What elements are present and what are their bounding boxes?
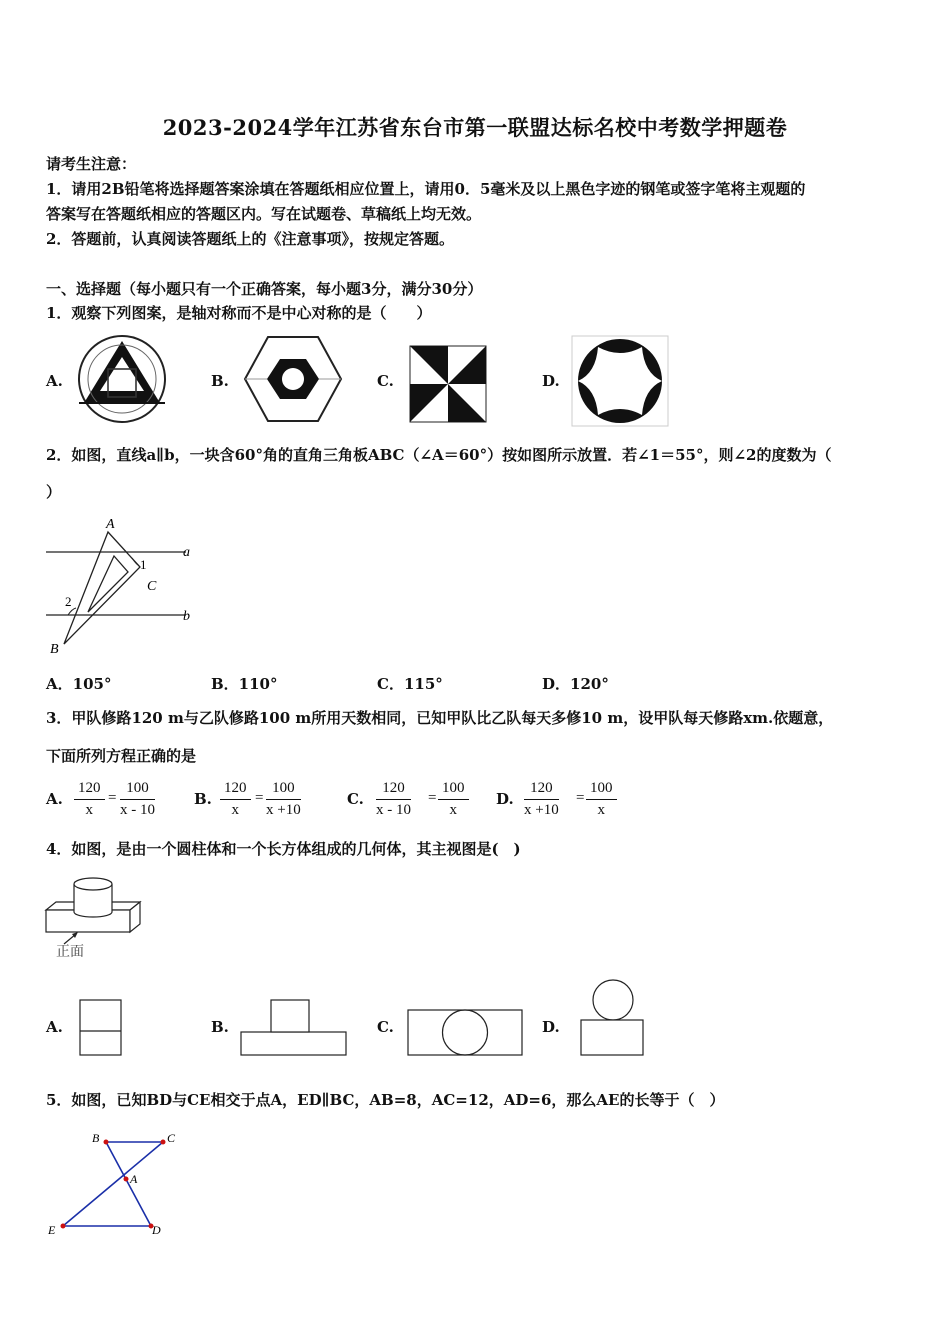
notice-item-1-line-1: 1．请用2B铅笔将选择题答案涂填在答题纸相应位置上，请用0．5毫米及以上黑色字迹的钢笔或签字笔将主观题的 (46, 180, 806, 198)
q5-point-b (104, 1140, 109, 1145)
q2-triangle-inner (88, 556, 128, 612)
q3-option-c-right-den: x (449, 802, 457, 818)
q3-option-d-right-fraction (586, 780, 617, 819)
q2-label-B: B (50, 642, 59, 657)
q3-option-b-left-den: x (231, 802, 239, 818)
q2-option-a: A．105° (46, 675, 112, 693)
page-title: 2023-2024学年江苏省东台市第一联盟达标名校中考数学押题卷 (162, 115, 788, 140)
q3-stem-line-2: 下面所列方程正确的是 (46, 747, 197, 765)
q3-option-a-label: A. (46, 790, 63, 808)
q2-triangle-outer (64, 532, 140, 644)
q5-point-c (161, 1140, 166, 1145)
q3-option-b-right-den: x +10 (266, 802, 301, 818)
q3-option-b-left-fraction (220, 780, 251, 819)
q4-option-a-label: A. (46, 1018, 63, 1036)
q3-option-c-right-fraction (438, 780, 469, 819)
q5-label-B: B (92, 1131, 100, 1145)
q3-option-d-right-den: x (597, 802, 605, 818)
q3-option-d-eq: = (576, 790, 585, 806)
q2-label-1: 1 (140, 557, 147, 572)
q1-figure-d (571, 335, 669, 427)
notice-heading: 请考生注意： (46, 155, 137, 173)
q1-option-d-label: D. (542, 372, 560, 390)
q4-option-c-figure (407, 1009, 524, 1057)
q3-option-a-right-fraction (120, 780, 155, 819)
q5-label-E: E (48, 1223, 56, 1237)
q5-label-D: D (152, 1223, 161, 1237)
q3-option-c-label: C. (347, 790, 364, 808)
q3-option-a-left-fraction (74, 780, 105, 819)
q5-label-C: C (167, 1131, 176, 1145)
q2-label-2: 2 (65, 594, 72, 609)
q3-option-d-left-num: 120 (524, 780, 559, 800)
q3-option-d-left-fraction (524, 780, 559, 819)
q2-stem-line-2: ） (46, 483, 62, 501)
q5-stem: 5．如图，已知BD与CE相交于点A，ED∥BC，AB=8，AC=12，AD=6，那么AE的长等于（ ） (46, 1091, 725, 1109)
q4-option-c-label: C. (377, 1018, 394, 1036)
q4-option-a-figure (79, 999, 123, 1057)
q2-label-b: b (183, 609, 190, 624)
q3-option-c-left-fraction (376, 780, 411, 819)
q2-label-C: C (147, 579, 157, 594)
q3-stem-line-1: 3．甲队修路120 m与乙队修路100 m所用天数相同，已知甲队比乙队每天多修10 m，设甲队每天修路xm.依题意， (46, 709, 834, 727)
q3-option-a-right-den: x - 10 (120, 802, 155, 818)
q4-option-d-label: D. (542, 1018, 560, 1036)
q2-stem-line-1: 2．如图，直线a∥b，一块含60°角的直角三角板ABC（∠A＝60°）按如图所示放置．若∠1＝55°，则∠2的度数为（ (46, 446, 832, 464)
q4-option-b-label: B. (211, 1018, 229, 1036)
q2-label-a: a (183, 545, 190, 560)
q1-figure-c (409, 345, 487, 423)
q4-figure (42, 874, 146, 964)
q3-option-c-left-den: x - 10 (376, 802, 411, 818)
q5-point-a (124, 1177, 129, 1182)
q3-option-b-right-num: 100 (266, 780, 301, 800)
q1-stem: 1．观察下列图案，是轴对称而不是中心对称的是（ ） (46, 304, 432, 322)
q3-option-d-right-num: 100 (586, 780, 617, 800)
q2-option-d: D．120° (542, 675, 609, 693)
section-1-heading: 一、选择题（每小题只有一个正确答案，每小题3分，满分30分） (46, 280, 483, 298)
q3-option-b-label: B. (194, 790, 212, 808)
q3-option-a-left-den: x (85, 802, 93, 818)
q3-option-c-left-num: 120 (376, 780, 411, 800)
q5-figure (40, 1126, 190, 1242)
q3-option-b-left-num: 120 (220, 780, 251, 800)
q1-option-a-label: A. (46, 372, 63, 390)
q1-figure-a (76, 333, 168, 425)
notice-item-2: 2．答题前，认真阅读答题纸上的《注意事项》，按规定答题。 (46, 230, 454, 248)
q1-option-c-label: C. (377, 372, 394, 390)
q4-option-d-figure (579, 979, 645, 1057)
q2-option-c: C．115° (377, 675, 443, 693)
q4-option-b-figure (240, 999, 348, 1057)
q5-label-A: A (130, 1172, 138, 1186)
q3-option-a-eq: = (108, 790, 117, 806)
q2-figure (40, 512, 200, 657)
q3-option-c-eq: = (428, 790, 437, 806)
q3-option-b-eq: = (255, 790, 264, 806)
q4-figure-label: 正面 (56, 945, 84, 960)
q2-label-A: A (106, 517, 115, 532)
q1-figure-b (243, 333, 343, 425)
q3-option-b-right-fraction (266, 780, 301, 819)
q3-option-d-left-den: x +10 (524, 802, 559, 818)
q5-point-e (61, 1224, 66, 1229)
notice-item-1-line-2: 答案写在答题纸相应的答题区内。写在试题卷、草稿纸上均无效。 (46, 205, 482, 223)
q1-option-b-label: B. (211, 372, 229, 390)
q3-option-a-left-num: 120 (74, 780, 105, 800)
q3-option-c-right-num: 100 (438, 780, 469, 800)
q3-option-d-label: D. (496, 790, 514, 808)
q4-stem: 4．如图，是由一个圆柱体和一个长方体组成的几何体，其主视图是( ) (46, 840, 521, 858)
q3-option-a-right-num: 100 (120, 780, 155, 800)
q2-option-b: B．110° (211, 675, 278, 693)
